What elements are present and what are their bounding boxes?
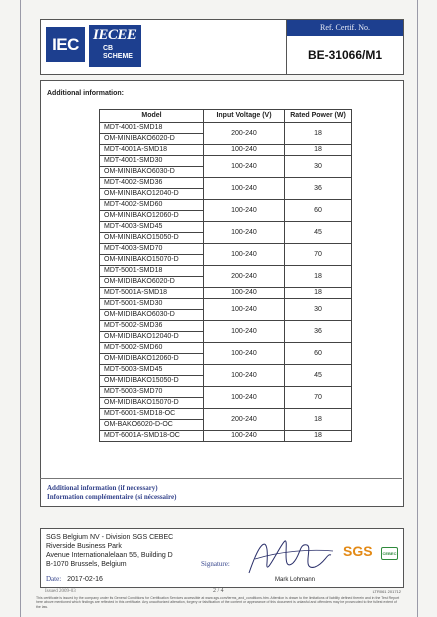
certificate-header bbox=[40, 19, 404, 75]
column-header-power: Rated Power (W) bbox=[285, 110, 352, 123]
rated-power-cell: 45 bbox=[285, 222, 352, 244]
table-row bbox=[100, 387, 352, 398]
model-cell: MDT-5003-SMD70 bbox=[100, 387, 204, 398]
table-row bbox=[100, 431, 352, 442]
model-cell: MDT-4001-SMD30 bbox=[100, 156, 204, 167]
document-code: LTR061 201712 bbox=[372, 589, 401, 594]
margin-line-left bbox=[20, 0, 21, 617]
model-cell: MDT-4003-SMD45 bbox=[100, 222, 204, 233]
model-cell: MDT-5001-SMD30 bbox=[100, 299, 204, 310]
rated-power-cell: 36 bbox=[285, 321, 352, 343]
model-cell: OM-MINIBAKO15050-D bbox=[100, 233, 204, 244]
model-cell: OM-MINIBAKO15070-D bbox=[100, 255, 204, 266]
model-cell: OM-MIDIBAKO12060-D bbox=[100, 354, 204, 365]
issuer-footer bbox=[40, 528, 404, 588]
cb-scheme-logo-text: CB SCHEME bbox=[103, 45, 133, 60]
model-cell: MDT-5001A-SMD18 bbox=[100, 288, 204, 299]
column-header-model: Model bbox=[100, 110, 204, 123]
margin-line-right bbox=[417, 0, 418, 617]
handwritten-signature bbox=[241, 533, 336, 581]
table-row bbox=[100, 266, 352, 277]
table-row bbox=[100, 156, 352, 167]
model-cell: MDT-4001A-SMD18 bbox=[100, 145, 204, 156]
model-cell: MDT-4001-SMD18 bbox=[100, 123, 204, 134]
model-cell: OM-MIDIBAKO15070-D bbox=[100, 398, 204, 409]
table-row bbox=[100, 200, 352, 211]
address-line-3: B-1070 Brussels, Belgium bbox=[46, 561, 127, 568]
model-table-body bbox=[100, 123, 352, 442]
model-cell: MDT-5002-SMD60 bbox=[100, 343, 204, 354]
rated-power-cell: 18 bbox=[285, 145, 352, 156]
input-voltage-cell: 100-240 bbox=[204, 431, 285, 442]
date-value: 2017-02-16 bbox=[67, 576, 103, 583]
model-cell: OM-BAKO6020-D-OC bbox=[100, 420, 204, 431]
address-line-1: Riverside Business Park bbox=[46, 543, 122, 550]
rated-power-cell: 30 bbox=[285, 299, 352, 321]
table-row bbox=[100, 145, 352, 156]
rated-power-cell: 60 bbox=[285, 200, 352, 222]
rated-power-cell: 18 bbox=[285, 288, 352, 299]
rated-power-cell: 18 bbox=[285, 409, 352, 431]
table-header-row bbox=[100, 110, 352, 123]
input-voltage-cell: 100-240 bbox=[204, 156, 285, 178]
model-cell: MDT-4002-SMD60 bbox=[100, 200, 204, 211]
input-voltage-cell: 100-240 bbox=[204, 244, 285, 266]
input-voltage-cell: 200-240 bbox=[204, 266, 285, 288]
model-cell: OM-MIDIBAKO6020-D bbox=[100, 277, 204, 288]
additional-info-en: Additional information (if necessary) bbox=[47, 484, 158, 492]
issued-date: Issued 2009-03 bbox=[45, 589, 76, 594]
model-cell: OM-MINIBAKO6020-D bbox=[100, 134, 204, 145]
column-header-voltage: Input Voltage (V) bbox=[204, 110, 285, 123]
rated-power-cell: 60 bbox=[285, 343, 352, 365]
page-number: 2 / 4 bbox=[213, 588, 224, 594]
input-voltage-cell: 100-240 bbox=[204, 288, 285, 299]
signature-label: Signature: bbox=[201, 560, 230, 568]
model-cell: MDT-4002-SMD36 bbox=[100, 178, 204, 189]
date-label: Date: bbox=[46, 575, 62, 583]
additional-information-title: Additional information: bbox=[47, 90, 124, 97]
table-row bbox=[100, 123, 352, 134]
model-cell: MDT-6001A-SMD18-OC bbox=[100, 431, 204, 442]
input-voltage-cell: 100-240 bbox=[204, 145, 285, 156]
input-voltage-cell: 100-240 bbox=[204, 321, 285, 343]
table-row bbox=[100, 409, 352, 420]
rated-power-cell: 70 bbox=[285, 387, 352, 409]
table-row bbox=[100, 299, 352, 310]
model-cell: MDT-4003-SMD70 bbox=[100, 244, 204, 255]
model-cell: MDT-5002-SMD36 bbox=[100, 321, 204, 332]
table-row bbox=[100, 288, 352, 299]
input-voltage-cell: 100-240 bbox=[204, 299, 285, 321]
address-line-2: Avenue Internationalelaan 55, Building D bbox=[46, 552, 173, 559]
rated-power-cell: 45 bbox=[285, 365, 352, 387]
table-row bbox=[100, 244, 352, 255]
iecee-logo-text: IECEE bbox=[93, 27, 137, 43]
ref-certif-label: Ref. Certif. No. bbox=[287, 20, 403, 36]
issue-date bbox=[46, 575, 103, 583]
model-cell: MDT-5001-SMD18 bbox=[100, 266, 204, 277]
ref-certif-number: BE-31066/M1 bbox=[307, 48, 383, 62]
input-voltage-cell: 100-240 bbox=[204, 222, 285, 244]
iec-logo: IEC bbox=[46, 27, 85, 62]
rated-power-cell: 18 bbox=[285, 266, 352, 288]
rated-power-cell: 18 bbox=[285, 123, 352, 145]
table-row bbox=[100, 178, 352, 189]
issuer-org: SGS Belgium NV - Division SGS CEBEC bbox=[46, 534, 174, 541]
iecee-cb-scheme-logo bbox=[89, 25, 141, 67]
model-cell: OM-MINIBAKO12040-D bbox=[100, 189, 204, 200]
model-cell: OM-MIDIBAKO6030-D bbox=[100, 310, 204, 321]
table-row bbox=[100, 343, 352, 354]
table-row bbox=[100, 222, 352, 233]
reference-box bbox=[286, 20, 403, 74]
additional-info-fr: Information complémentaire (si nécessaire) bbox=[47, 493, 177, 501]
model-cell: MDT-6001-SMD18-OC bbox=[100, 409, 204, 420]
model-cell: MDT-5003-SMD45 bbox=[100, 365, 204, 376]
model-cell: OM-MINIBAKO12060-D bbox=[100, 211, 204, 222]
input-voltage-cell: 100-240 bbox=[204, 200, 285, 222]
table-row bbox=[100, 365, 352, 376]
rated-power-cell: 18 bbox=[285, 431, 352, 442]
rated-power-cell: 30 bbox=[285, 156, 352, 178]
input-voltage-cell: 200-240 bbox=[204, 409, 285, 431]
rated-power-cell: 70 bbox=[285, 244, 352, 266]
signer-name: Mark Lohmann bbox=[275, 577, 316, 583]
additional-info-note bbox=[47, 484, 176, 502]
legal-disclaimer: This certificate is issued by the company under its General Conditions for Certification Services accessible at www.sgs.com/terms_and_conditions.htm. Attention is drawn to the limitations of liability defined therein and in the Test Report here above mentioned which findings are reflected in this certificate. Any unauthorized alteration, forgery or falsification of the content or appearance of this document is unlawful and offenders may be prosecuted to the fullest extent of the law. bbox=[36, 596, 400, 609]
input-voltage-cell: 100-240 bbox=[204, 178, 285, 200]
model-cell: OM-MIDIBAKO12040-D bbox=[100, 332, 204, 343]
input-voltage-cell: 200-240 bbox=[204, 123, 285, 145]
table-row bbox=[100, 321, 352, 332]
rated-power-cell: 36 bbox=[285, 178, 352, 200]
input-voltage-cell: 100-240 bbox=[204, 387, 285, 409]
model-ratings-table bbox=[99, 109, 352, 442]
additional-information-box bbox=[40, 80, 404, 507]
cebec-stamp: CEBEC bbox=[381, 547, 398, 560]
sgs-logo: SGS bbox=[343, 543, 373, 559]
model-cell: OM-MIDIBAKO15050-D bbox=[100, 376, 204, 387]
input-voltage-cell: 100-240 bbox=[204, 343, 285, 365]
additional-info-divider bbox=[40, 478, 402, 479]
model-cell: OM-MINIBAKO6030-D bbox=[100, 167, 204, 178]
input-voltage-cell: 100-240 bbox=[204, 365, 285, 387]
issuer-address bbox=[46, 533, 173, 569]
